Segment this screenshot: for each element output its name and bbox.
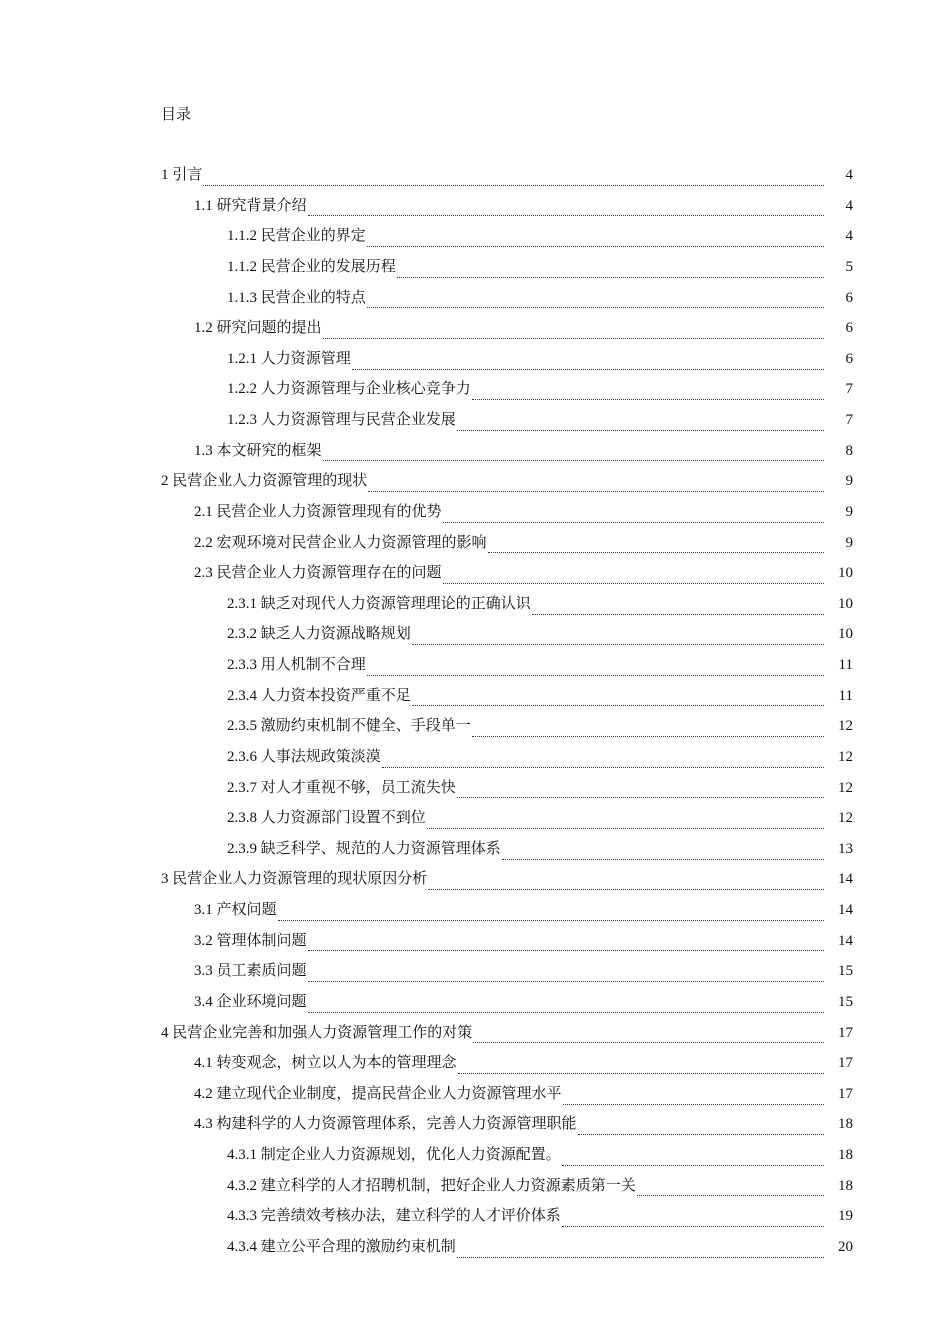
dot-leader: [457, 416, 824, 431]
toc-entry[interactable]: [0, 650, 950, 681]
dot-leader: [472, 385, 824, 400]
toc-entry[interactable]: [0, 497, 950, 528]
dot-leader: [308, 201, 824, 216]
dot-leader: [352, 355, 824, 370]
toc-entry[interactable]: [0, 283, 950, 314]
toc-entry[interactable]: [0, 1079, 950, 1110]
toc-entry-page-number: 10: [838, 626, 853, 643]
toc-entry-label: 1.2.2 人力资源管理与企业核心竞争力: [227, 381, 471, 398]
toc-entry-label: 1.2.1 人力资源管理: [227, 350, 351, 367]
toc-entry-page-number: 12: [838, 810, 853, 827]
dot-leader: [457, 1243, 824, 1258]
dot-leader: [427, 814, 824, 829]
toc-entry-label: 2.3.4 人力资本投资严重不足: [227, 687, 411, 704]
toc-entry[interactable]: [0, 803, 950, 834]
toc-entry-page-number: 11: [838, 657, 853, 673]
toc-entry-label: 4.3.2 建立科学的人才招聘机制，把好企业人力资源素质第一关: [227, 1177, 636, 1194]
toc-entry-label: 3.3 员工素质问题: [194, 963, 307, 980]
toc-entry-label: 2.3.8 人力资源部门设置不到位: [227, 810, 426, 827]
toc-entry[interactable]: [0, 1201, 950, 1232]
dot-leader: [562, 1151, 824, 1166]
toc-title: 目录: [161, 107, 192, 123]
toc-entry-page-number: 11: [838, 687, 853, 704]
toc-entry[interactable]: [0, 1048, 950, 1079]
toc-entry-label: 3.2 管理体制问题: [194, 932, 307, 949]
toc-entry-page-number: 9: [845, 473, 853, 490]
dot-leader: [532, 600, 824, 615]
dot-leader: [278, 906, 824, 921]
toc-entry[interactable]: [0, 987, 950, 1018]
toc-entry-page-number: 7: [845, 381, 853, 398]
toc-entry[interactable]: [0, 1232, 950, 1263]
toc-entry[interactable]: [0, 1171, 950, 1202]
dot-leader: [308, 998, 824, 1013]
dot-leader: [443, 569, 824, 584]
toc-entry[interactable]: [0, 926, 950, 957]
dot-leader: [458, 1059, 824, 1074]
toc-entry-page-number: 12: [838, 748, 853, 765]
table-of-contents: [0, 160, 950, 1263]
dot-leader: [637, 1181, 824, 1196]
toc-entry-page-number: 9: [845, 503, 853, 520]
dot-leader: [412, 691, 824, 706]
toc-entry[interactable]: [0, 589, 950, 620]
dot-leader: [397, 263, 824, 278]
toc-entry-page-number: 4: [845, 228, 853, 245]
toc-entry-label: 4.3.1 制定企业人力资源规划，优化人力资源配置。: [227, 1147, 561, 1163]
toc-entry-label: 2.1 民营企业人力资源管理现有的优势: [194, 503, 442, 520]
toc-entry-label: 4.3 构建科学的人力资源管理体系，完善人力资源管理职能: [194, 1116, 577, 1133]
toc-entry-label: 1.1 研究背景介绍: [194, 197, 307, 214]
toc-entry-label: 2 民营企业人力资源管理的现状: [161, 473, 368, 490]
toc-entry-label: 3 民营企业人力资源管理的现状原因分析: [161, 871, 428, 888]
toc-entry[interactable]: [0, 344, 950, 375]
dot-leader: [323, 324, 824, 339]
toc-entry-page-number: 6: [845, 350, 853, 367]
toc-entry-page-number: 18: [838, 1116, 853, 1133]
toc-entry[interactable]: [0, 1018, 950, 1049]
toc-entry-label: 1.3 本文研究的框架: [194, 442, 322, 459]
toc-entry-label: 1.1.2 民营企业的发展历程: [227, 258, 396, 275]
dot-leader: [412, 630, 824, 645]
toc-entry-page-number: 17: [838, 1055, 853, 1072]
toc-entry[interactable]: [0, 1140, 950, 1171]
toc-entry-label: 2.3.5 激励约束机制不健全、手段单一: [227, 718, 471, 735]
toc-entry[interactable]: [0, 405, 950, 436]
toc-entry-page-number: 8: [845, 442, 853, 459]
toc-entry-page-number: 4: [845, 167, 853, 183]
toc-entry-label: 1 引言: [161, 167, 203, 183]
toc-entry[interactable]: [0, 221, 950, 252]
toc-entry-page-number: 14: [838, 871, 853, 888]
dot-leader: [203, 171, 824, 186]
toc-entry-label: 3.4 企业环境问题: [194, 993, 307, 1010]
toc-entry-page-number: 5: [845, 258, 853, 275]
dot-leader: [308, 936, 824, 951]
toc-entry-label: 4.3.4 建立公平合理的激励约束机制: [227, 1238, 456, 1255]
toc-entry-label: 1.1.3 民营企业的特点: [227, 289, 366, 306]
toc-entry[interactable]: [0, 773, 950, 804]
toc-entry-label: 2.3.6 人事法规政策淡漠: [227, 748, 381, 765]
toc-entry-page-number: 6: [845, 289, 853, 306]
toc-entry-page-number: 7: [845, 412, 853, 428]
toc-entry-label: 4.2 建立现代企业制度，提高民营企业人力资源管理水平: [194, 1085, 562, 1102]
toc-entry[interactable]: [0, 895, 950, 926]
toc-entry-label: 3.1 产权问题: [194, 902, 277, 918]
dot-leader: [457, 783, 824, 798]
toc-entry-page-number: 20: [838, 1238, 853, 1255]
toc-entry[interactable]: [0, 191, 950, 222]
dot-leader: [473, 1028, 824, 1043]
toc-entry[interactable]: [0, 681, 950, 712]
toc-entry[interactable]: [0, 619, 950, 650]
toc-entry[interactable]: [0, 742, 950, 773]
toc-entry-page-number: 15: [838, 993, 853, 1010]
toc-entry[interactable]: [0, 436, 950, 467]
toc-entry-page-number: 15: [838, 963, 853, 980]
dot-leader: [308, 967, 824, 982]
dot-leader: [323, 446, 824, 461]
toc-entry-page-number: 18: [838, 1147, 853, 1163]
dot-leader: [502, 845, 824, 860]
toc-entry-page-number: 14: [838, 932, 853, 949]
toc-entry-label: 1.2.3 人力资源管理与民营企业发展: [227, 412, 456, 428]
dot-leader: [563, 1090, 824, 1105]
dot-leader: [367, 661, 824, 676]
toc-entry-page-number: 10: [838, 565, 853, 582]
dot-leader: [367, 293, 824, 308]
dot-leader: [562, 1212, 824, 1227]
toc-entry-page-number: 14: [838, 902, 853, 918]
toc-entry-page-number: 19: [838, 1208, 853, 1225]
toc-entry-page-number: 18: [838, 1177, 853, 1194]
dot-leader: [578, 1120, 824, 1135]
toc-entry-page-number: 13: [838, 840, 853, 857]
toc-entry-label: 2.3.3 用人机制不合理: [227, 657, 366, 673]
toc-entry-label: 2.3.1 缺乏对现代人力资源管理理论的正确认识: [227, 595, 531, 612]
toc-entry[interactable]: [0, 864, 950, 895]
toc-entry[interactable]: [0, 956, 950, 987]
toc-entry[interactable]: [0, 374, 950, 405]
toc-entry-label: 1.1.2 民营企业的界定: [227, 228, 366, 245]
toc-entry-label: 2.3.7 对人才重视不够，员工流失快: [227, 779, 456, 796]
dot-leader: [367, 232, 824, 247]
toc-entry[interactable]: [0, 711, 950, 742]
dot-leader: [428, 875, 824, 890]
toc-entry-page-number: 12: [838, 718, 853, 735]
dot-leader: [443, 508, 824, 523]
dot-leader: [488, 538, 824, 553]
toc-entry[interactable]: [0, 1109, 950, 1140]
toc-entry-page-number: 6: [845, 320, 853, 337]
dot-leader: [472, 722, 824, 737]
toc-entry-page-number: 10: [838, 595, 853, 612]
toc-entry-label: 4.3.3 完善绩效考核办法，建立科学的人才评价体系: [227, 1208, 561, 1225]
toc-entry[interactable]: [0, 160, 950, 191]
toc-entry-label: 1.2 研究问题的提出: [194, 320, 322, 337]
toc-entry[interactable]: [0, 313, 950, 344]
toc-entry[interactable]: [0, 558, 950, 589]
toc-entry[interactable]: [0, 252, 950, 283]
toc-entry-label: 2.2 宏观环境对民营企业人力资源管理的影响: [194, 534, 487, 551]
toc-entry-page-number: 17: [838, 1085, 853, 1102]
toc-entry-page-number: 12: [838, 779, 853, 796]
toc-entry-label: 2.3.2 缺乏人力资源战略规划: [227, 626, 411, 643]
toc-entry-label: 2.3 民营企业人力资源管理存在的问题: [194, 565, 442, 582]
dot-leader: [368, 477, 824, 492]
toc-entry-page-number: 4: [845, 197, 853, 214]
toc-entry[interactable]: [0, 528, 950, 559]
toc-entry[interactable]: [0, 466, 950, 497]
toc-entry-label: 4 民营企业完善和加强人力资源管理工作的对策: [161, 1024, 473, 1041]
toc-entry-page-number: 9: [845, 534, 853, 551]
dot-leader: [382, 753, 824, 768]
toc-entry[interactable]: [0, 834, 950, 865]
toc-entry-page-number: 17: [838, 1024, 853, 1041]
toc-entry-label: 4.1 转变观念，树立以人为本的管理理念: [194, 1055, 457, 1072]
toc-entry-label: 2.3.9 缺乏科学、规范的人力资源管理体系: [227, 840, 501, 857]
